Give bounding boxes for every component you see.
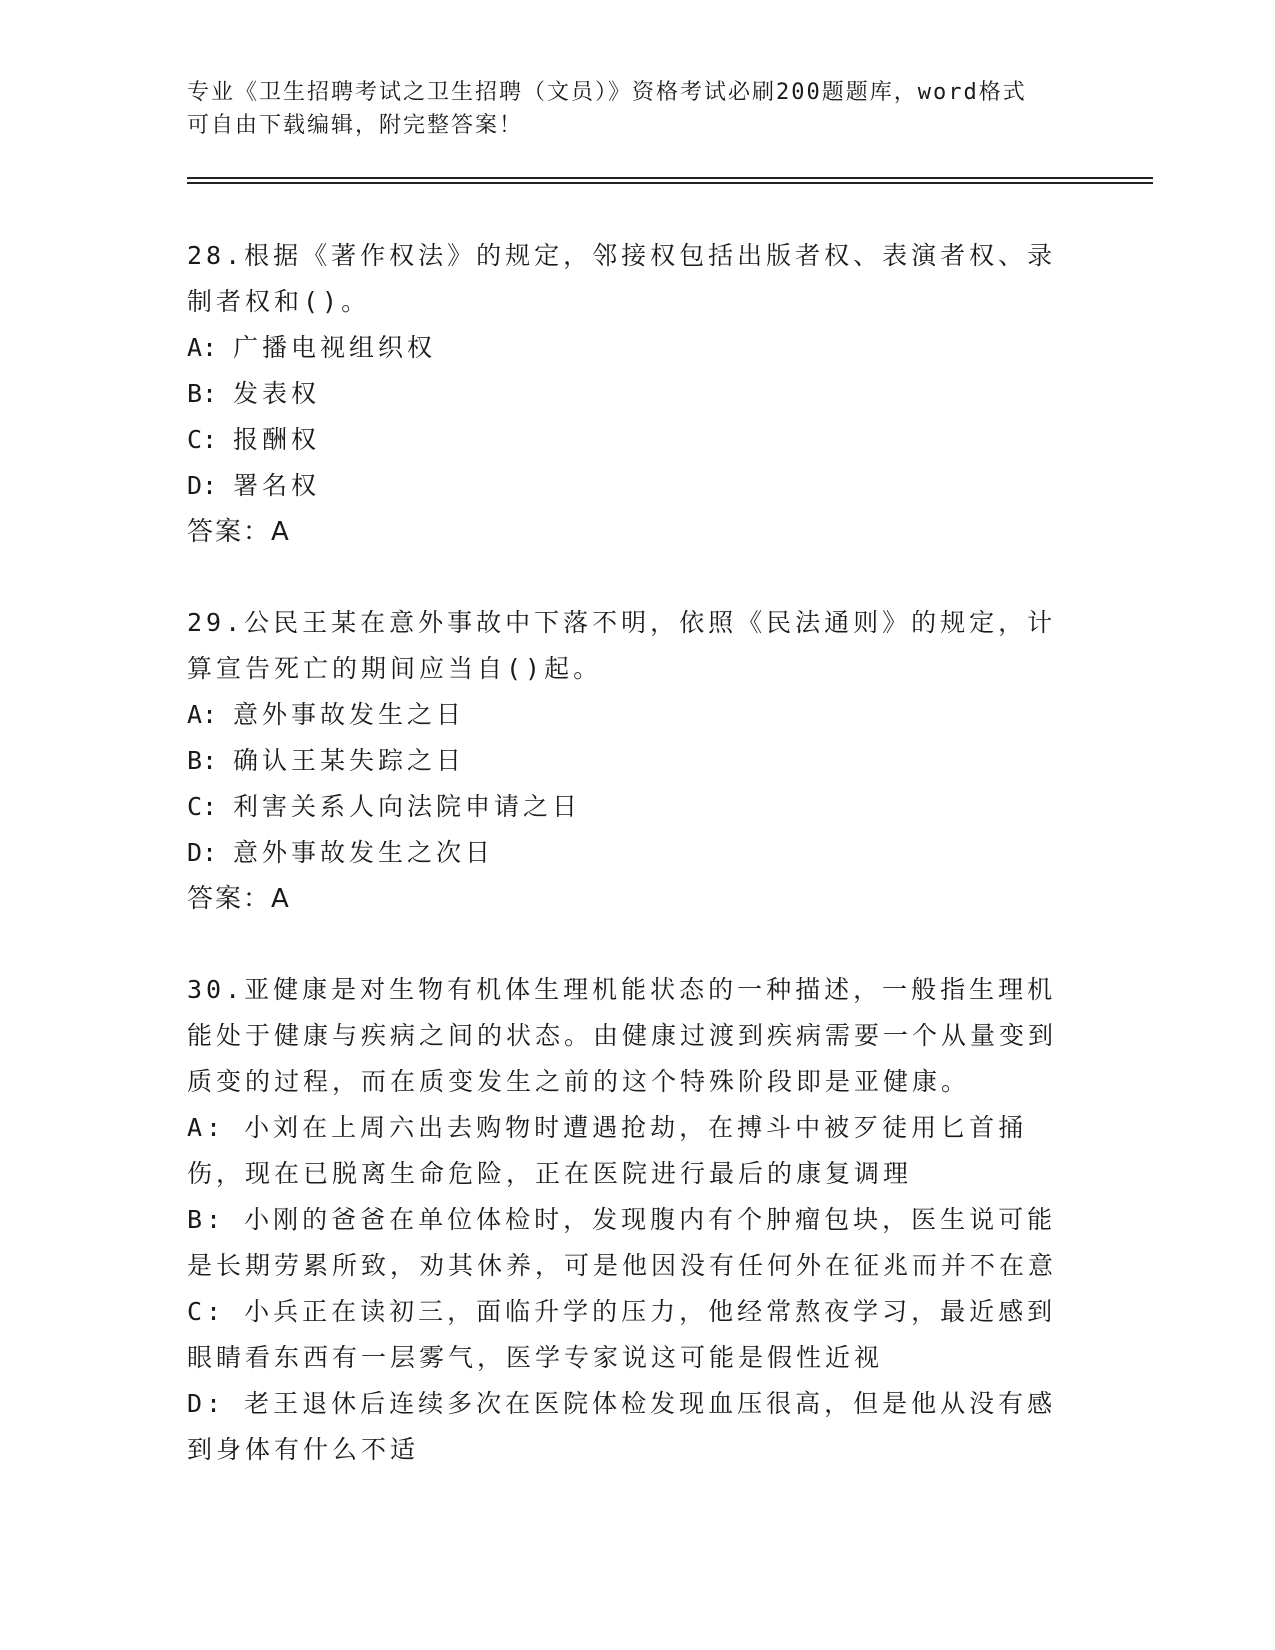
option-text: 署名权 [233, 471, 321, 500]
page-header [187, 76, 1067, 142]
option-text: 老王退休后连续多次在医院体检发现血压很高，但是他从没有感到身体有什么不适 [187, 1389, 1057, 1464]
question-29 [187, 600, 1077, 922]
option-letter: B: [187, 1205, 226, 1234]
question-30 [187, 967, 1077, 1473]
option-c [187, 417, 1077, 463]
option-letter: D: [187, 471, 218, 500]
option-letter: B: [187, 379, 218, 408]
option-text: 小兵正在读初三，面临升学的压力，他经常熬夜学习，最近感到眼睛看东西有一层雾气，医学专家说这可能是假性近视 [187, 1297, 1057, 1372]
option-text: 意外事故发生之日 [233, 700, 466, 729]
option-a [187, 1105, 1077, 1197]
option-b [187, 1197, 1077, 1289]
option-b [187, 738, 1077, 784]
answer-label: 答案：A [187, 517, 291, 547]
option-c [187, 784, 1077, 830]
option-text: 小刚的爸爸在单位体检时，发现腹内有个肿瘤包块，医生说可能是长期劳累所致，劝其休养，可是他因没有任何外在征兆而并不在意 [187, 1205, 1058, 1280]
option-letter: A: [187, 1113, 226, 1142]
option-c [187, 1289, 1077, 1381]
option-text: 小刘在上周六出去购物时遭遇抢劫，在搏斗中被歹徒用匕首捅伤，现在已脱离生命危险，正在医院进行最后的康复调理 [187, 1113, 1028, 1188]
option-b [187, 371, 1077, 417]
option-text: 发表权 [233, 379, 321, 408]
question-text: 29.公民王某在意外事故中下落不明，依照《民法通则》的规定，计算宣告死亡的期间应当自()起。 [187, 608, 1057, 683]
option-d [187, 830, 1077, 876]
option-a [187, 325, 1077, 371]
option-text: 意外事故发生之次日 [233, 838, 495, 867]
option-letter: D: [187, 1389, 226, 1418]
header-divider-bottom [187, 182, 1153, 184]
header-divider-top [187, 177, 1153, 179]
header-line-1: 专业《卫生招聘考试之卫生招聘（文员）》资格考试必刷200题题库，word格式 [187, 80, 1027, 105]
header-line-2: 可自由下载编辑，附完整答案！ [187, 113, 524, 138]
option-letter: C: [187, 425, 218, 454]
option-letter: C: [187, 1297, 226, 1326]
question-list [187, 233, 1077, 1518]
answer-label: 答案：A [187, 884, 291, 914]
question-28 [187, 233, 1077, 555]
option-text: 利害关系人向法院申请之日 [233, 792, 582, 821]
option-a [187, 692, 1077, 738]
option-text: 广播电视组织权 [233, 333, 437, 362]
option-text: 确认王某失踪之日 [233, 746, 466, 775]
option-letter: A: [187, 333, 218, 362]
option-text: 报酬权 [233, 425, 321, 454]
option-d [187, 463, 1077, 509]
option-letter: D: [187, 838, 218, 867]
option-letter: A: [187, 700, 218, 729]
question-text: 30.亚健康是对生物有机体生理机能状态的一种描述，一般指生理机能处于健康与疾病之间的状态。由健康过渡到疾病需要一个从量变到质变的过程，而在质变发生之前的这个特殊阶段即是亚健康。 [187, 975, 1058, 1096]
option-letter: C: [187, 792, 218, 821]
option-d [187, 1381, 1077, 1473]
option-letter: B: [187, 746, 218, 775]
question-text: 28.根据《著作权法》的规定，邻接权包括出版者权、表演者权、录制者权和()。 [187, 241, 1057, 316]
